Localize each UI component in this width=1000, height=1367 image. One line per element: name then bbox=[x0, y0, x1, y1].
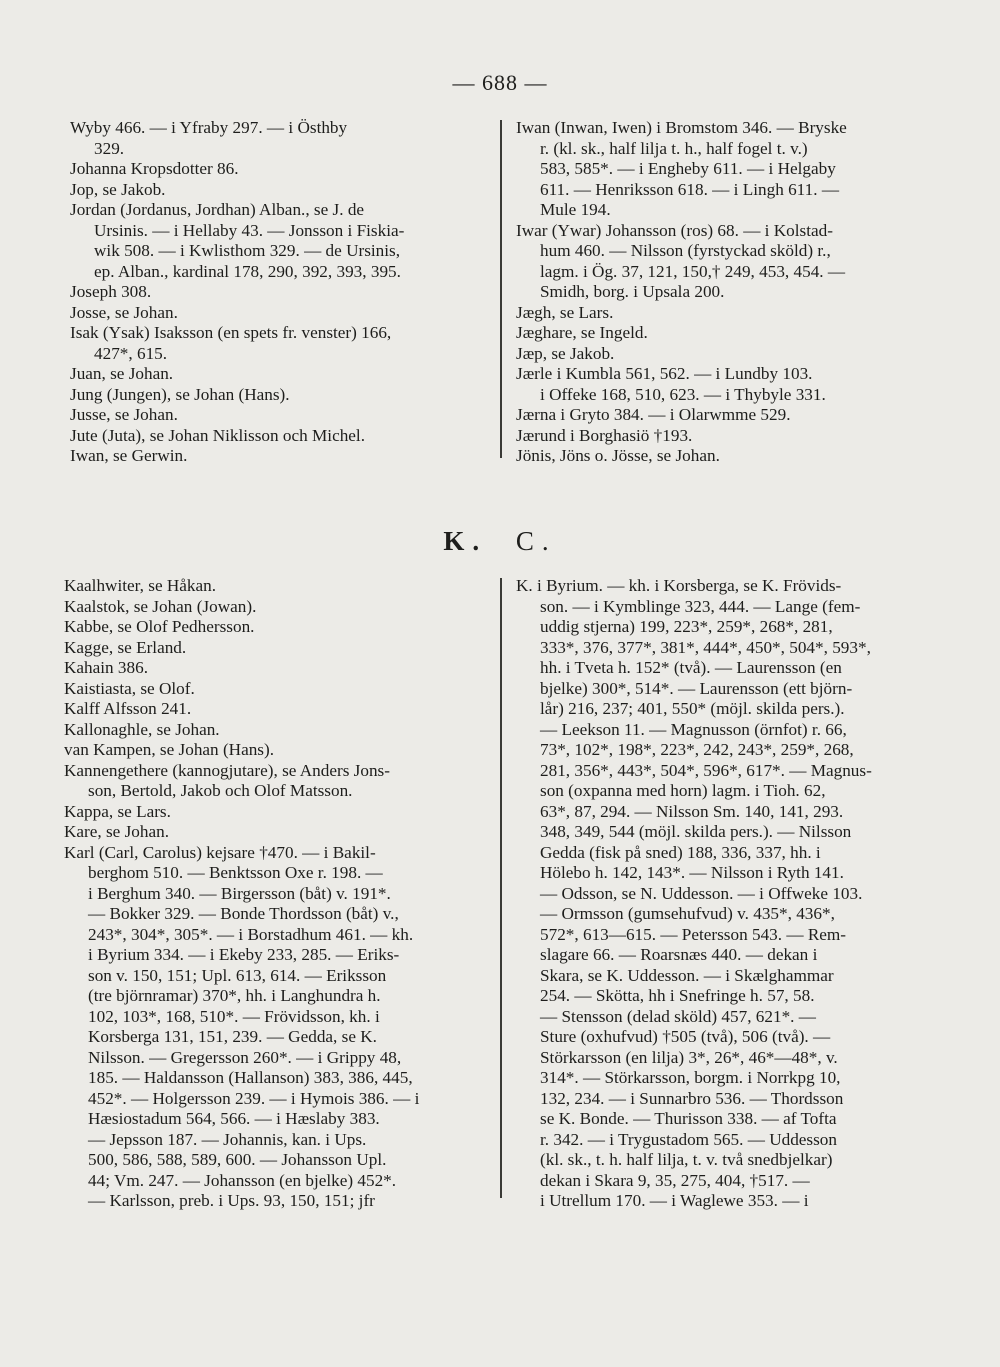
index-entry-line: hum 460. — Nilsson (fyrstyckad sköld) r., bbox=[540, 241, 831, 260]
index-entry-line: Jægh, se Lars. bbox=[516, 302, 614, 322]
index-entry bbox=[70, 118, 490, 159]
index-entry bbox=[516, 221, 936, 303]
index-entry-line: Jærund i Borghasiö †193. bbox=[516, 425, 693, 445]
index-entry bbox=[70, 303, 490, 324]
index-entry bbox=[516, 303, 936, 324]
index-entry bbox=[70, 180, 490, 201]
index-entry bbox=[64, 740, 490, 761]
index-entry-line: Hölebo h. 142, 143*. — Nilsson i Ryth 141. bbox=[540, 863, 844, 882]
index-entry-line: K. i Byrium. — kh. i Korsberga, se K. Frövids- bbox=[516, 576, 842, 595]
index-column-bottom-left bbox=[64, 576, 490, 1212]
index-entry bbox=[516, 344, 936, 365]
index-entry-line: 611. — Henriksson 618. — i Lingh 611. — bbox=[540, 179, 840, 199]
index-entry-line: Kalff Alfsson 241. bbox=[64, 699, 192, 718]
index-entry-line: — Ormsson (gumsehufvud) v. 435*, 436*, bbox=[540, 904, 835, 923]
index-entry-line: wik 508. — i Kwlisthom 329. — de Ursinis, bbox=[94, 241, 401, 260]
column-divider-top bbox=[500, 120, 502, 458]
index-column-top-left bbox=[70, 118, 490, 467]
index-entry bbox=[64, 617, 490, 638]
index-entry-line: Josse, se Johan. bbox=[70, 302, 178, 322]
index-entry bbox=[70, 364, 490, 385]
index-entry bbox=[516, 446, 936, 467]
index-entry-line: Störkarsson (en lilja) 3*, 26*, 46*—48*, v. bbox=[540, 1047, 838, 1067]
index-entry bbox=[70, 426, 490, 447]
index-entry-line: lagm. i Ög. 37, 121, 150,† 249, 453, 454. — bbox=[540, 261, 846, 281]
section-letter-bold: K. bbox=[443, 526, 488, 556]
index-entry-line: — Odsson, se N. Uddesson. — i Offweke 103. bbox=[540, 883, 863, 903]
index-entry-line: 333*, 376, 377*, 381*, 444*, 450*, 504*, 593*, bbox=[540, 637, 871, 657]
index-entry-line: son v. 150, 151; Upl. 613, 614. — Eriksson bbox=[88, 965, 387, 985]
index-entry-line: Kappa, se Lars. bbox=[64, 801, 171, 821]
index-entry-line: 185. — Haldansson (Hallanson) 383, 386, 445, bbox=[88, 1068, 413, 1087]
index-entry bbox=[516, 323, 936, 344]
index-entry bbox=[64, 679, 490, 700]
index-entry-line: Smidh, borg. i Upsala 200. bbox=[540, 282, 725, 301]
index-entry bbox=[516, 405, 936, 426]
index-entry-line: Jæp, se Jakob. bbox=[516, 343, 615, 363]
index-entry-line: se K. Bonde. — Thurisson 338. — af Tofta bbox=[540, 1109, 837, 1128]
index-entry-line: 500, 586, 588, 589, 600. — Johansson Upl. bbox=[88, 1150, 387, 1169]
index-entry-line: 243*, 304*, 305*. — i Borstadhum 461. — kh. bbox=[88, 924, 414, 944]
index-entry-line: dekan i Skara 9, 35, 275, 404, †517. — bbox=[540, 1170, 810, 1190]
section-heading bbox=[0, 526, 1000, 557]
index-entry-line: 44; Vm. 247. — Johansson (en bjelke) 452*. bbox=[88, 1170, 397, 1190]
index-entry-line: Kare, se Johan. bbox=[64, 822, 169, 841]
index-entry-line: 102, 103*, 168, 510*. — Frövidsson, kh. i bbox=[88, 1006, 380, 1026]
index-entry bbox=[64, 638, 490, 659]
index-entry-line: 73*, 102*, 198*, 223*, 242, 243*, 259*, 268, bbox=[540, 740, 854, 759]
index-entry-line: 63*, 87, 294. — Nilsson Sm. 140, 141, 293. bbox=[540, 801, 844, 821]
index-entry-line: son (oxpanna med horn) lagm. i Tioh. 62, bbox=[540, 781, 826, 800]
index-entry bbox=[70, 446, 490, 467]
index-entry-line: Jusse, se Johan. bbox=[70, 405, 178, 424]
index-entry bbox=[64, 720, 490, 741]
index-entry-line: Juan, se Johan. bbox=[70, 364, 174, 383]
index-entry-line: hh. i Tveta h. 152* (två). — Laurensson (en bbox=[540, 658, 842, 677]
index-entry-line: Skara, se K. Uddesson. — i Skælghammar bbox=[540, 965, 834, 985]
index-entry-line: Jordan (Jordanus, Jordhan) Alban., se J. de bbox=[70, 200, 365, 219]
index-entry-line: Iwan (Inwan, Iwen) i Bromstom 346. — Bryske bbox=[516, 118, 847, 137]
index-entry-line: Kaalhwiter, se Håkan. bbox=[64, 576, 217, 595]
index-entry bbox=[70, 405, 490, 426]
index-entry-line: 583, 585*. — i Engheby 611. — i Helgaby bbox=[540, 159, 836, 178]
index-entry-line: lår) 216, 237; 401, 550* (möjl. skilda pers.). bbox=[540, 699, 845, 718]
index-column-bottom-right bbox=[516, 576, 936, 1212]
index-column-top-right bbox=[516, 118, 936, 467]
index-entry bbox=[516, 426, 936, 447]
column-divider-bottom bbox=[500, 578, 502, 1198]
index-entry-line: 452*. — Holgersson 239. — i Hymois 386. — i bbox=[88, 1088, 420, 1108]
index-entry-line: Nilsson. — Gregersson 260*. — i Grippy 48, bbox=[88, 1047, 402, 1067]
index-entry-line: — Jepsson 187. — Johannis, kan. i Ups. bbox=[88, 1129, 367, 1149]
index-entry-line: Johanna Kropsdotter 86. bbox=[70, 159, 239, 178]
index-entry bbox=[70, 282, 490, 303]
index-entry-line: — Karlsson, preb. i Ups. 93, 150, 151; jfr bbox=[88, 1191, 375, 1210]
index-entry bbox=[516, 364, 936, 405]
index-entry bbox=[64, 576, 490, 597]
index-entry-line: Jærna i Gryto 384. — i Olarwmme 529. bbox=[516, 405, 791, 424]
index-entry-line: 314*. — Störkarsson, borgm. i Norrkpg 10, bbox=[540, 1068, 841, 1087]
index-entry-line: i Berghum 340. — Birgersson (båt) v. 191*. bbox=[88, 883, 391, 903]
section-letter-plain: C. bbox=[515, 526, 557, 556]
index-entry-line: son, Bertold, Jakob och Olof Matsson. bbox=[88, 781, 353, 800]
index-entry bbox=[516, 118, 936, 221]
index-entry-line: Isak (Ysak) Isaksson (en spets fr. venster) 166, bbox=[70, 323, 392, 342]
index-entry-line: i Offeke 168, 510, 623. — i Thybyle 331. bbox=[540, 384, 826, 404]
index-entry-line: Kahain 386. bbox=[64, 658, 149, 677]
index-entry-line: Iwan, se Gerwin. bbox=[70, 446, 188, 465]
index-entry bbox=[516, 576, 936, 1212]
index-entry-line: 572*, 613—615. — Petersson 543. — Rem- bbox=[540, 924, 847, 944]
index-entry bbox=[64, 822, 490, 843]
index-entry-line: Mule 194. bbox=[540, 200, 611, 219]
index-entry-line: (tre björnramar) 370*, hh. i Langhundra h. bbox=[88, 986, 381, 1005]
index-entry-line: Wyby 466. — i Yfraby 297. — i Östhby bbox=[70, 118, 348, 137]
index-entry-line: Jop, se Jakob. bbox=[70, 179, 166, 199]
index-entry-line: 254. — Skötta, hh i Snefringe h. 57, 58. bbox=[540, 986, 815, 1005]
index-entry-line: 329. bbox=[94, 138, 125, 158]
index-entry-line: i Utrellum 170. — i Waglewe 353. — i bbox=[540, 1191, 809, 1210]
index-entry-line: van Kampen, se Johan (Hans). bbox=[64, 740, 275, 759]
index-entry-line: Kaistiasta, se Olof. bbox=[64, 678, 195, 698]
index-entry-line: berghom 510. — Benktsson Oxe r. 198. — bbox=[88, 863, 383, 882]
index-entry-line: Kabbe, se Olof Pedhersson. bbox=[64, 617, 255, 636]
index-entry-line: Ursinis. — i Hellaby 43. — Jonsson i Fiskia- bbox=[94, 220, 405, 240]
index-entry-line: Sture (oxhufvud) †505 (två), 506 (två). — bbox=[540, 1027, 831, 1046]
index-entry-line: — Bokker 329. — Bonde Thordsson (båt) v., bbox=[88, 904, 399, 923]
index-entry bbox=[64, 699, 490, 720]
index-entry-line: son. — i Kymblinge 323, 444. — Lange (fem- bbox=[540, 596, 861, 616]
index-entry-line: Iwar (Ywar) Johansson (ros) 68. — i Kolstad- bbox=[516, 220, 833, 240]
index-entry-line: r. (kl. sk., half lilja t. h., half fogel t. v.) bbox=[540, 138, 808, 158]
index-entry-line: Jærle i Kumbla 561, 562. — i Lundby 103. bbox=[516, 364, 813, 383]
index-entry-line: Korsberga 131, 151, 239. — Gedda, se K. bbox=[88, 1027, 377, 1046]
index-entry-line: Jute (Juta), se Johan Niklisson och Michel. bbox=[70, 425, 366, 445]
index-entry-line: 427*, 615. bbox=[94, 343, 168, 363]
index-entry bbox=[64, 802, 490, 823]
index-entry bbox=[64, 597, 490, 618]
index-entry-line: Kannengethere (kannogjutare), se Anders Jons- bbox=[64, 760, 390, 780]
index-entry-line: Jæghare, se Ingeld. bbox=[516, 323, 648, 342]
index-entry-line: — Stensson (delad sköld) 457, 621*. — bbox=[540, 1006, 816, 1026]
index-entry-line: slagare 66. — Roarsnæs 440. — dekan i bbox=[540, 945, 818, 964]
index-entry-line: 132, 234. — i Sunnarbro 536. — Thordsson bbox=[540, 1088, 844, 1108]
index-entry bbox=[70, 385, 490, 406]
index-entry-line: uddig stjerna) 199, 223*, 259*, 268*, 281, bbox=[540, 617, 833, 636]
index-entry-line: — Leekson 11. — Magnusson (örnfot) r. 66, bbox=[540, 719, 847, 739]
index-entry-line: i Byrium 334. — i Ekeby 233, 285. — Eriks- bbox=[88, 945, 400, 964]
index-entry-line: Jung (Jungen), se Johan (Hans). bbox=[70, 384, 290, 404]
index-entry-line: Gedda (fisk på sned) 188, 336, 337, hh. i bbox=[540, 842, 821, 862]
index-entry-line: (kl. sk., t. h. half lilja, t. v. två snedbjelkar) bbox=[540, 1150, 833, 1169]
index-entry-line: bjelke) 300*, 514*. — Laurensson (ett björn- bbox=[540, 678, 853, 698]
index-entry-line: Jönis, Jöns o. Jösse, se Johan. bbox=[516, 446, 720, 465]
index-entry-line: Hæsiostadum 564, 566. — i Hæslaby 383. bbox=[88, 1109, 380, 1128]
index-entry-line: ep. Alban., kardinal 178, 290, 392, 393, 395. bbox=[94, 261, 401, 281]
index-entry bbox=[64, 761, 490, 802]
index-entry bbox=[70, 159, 490, 180]
index-entry-line: Kallonaghle, se Johan. bbox=[64, 719, 220, 739]
index-entry-line: 281, 356*, 443*, 504*, 596*, 617*. — Magnus- bbox=[540, 760, 872, 780]
index-entry-line: 348, 349, 544 (möjl. skilda pers.). — Nilsson bbox=[540, 822, 852, 841]
index-entry bbox=[64, 658, 490, 679]
index-entry-line: r. 342. — i Trygustadom 565. — Uddesson bbox=[540, 1129, 837, 1149]
index-entry-line: Kaalstok, se Johan (Jowan). bbox=[64, 596, 257, 616]
index-entry-line: Karl (Carl, Carolus) kejsare †470. — i Bakil- bbox=[64, 842, 376, 862]
index-entry-line: Kagge, se Erland. bbox=[64, 637, 187, 657]
index-entry bbox=[64, 843, 490, 1212]
index-entry bbox=[70, 323, 490, 364]
index-entry-line: Joseph 308. bbox=[70, 282, 152, 301]
page-number: — 688 — bbox=[452, 70, 548, 95]
index-entry bbox=[70, 200, 490, 282]
